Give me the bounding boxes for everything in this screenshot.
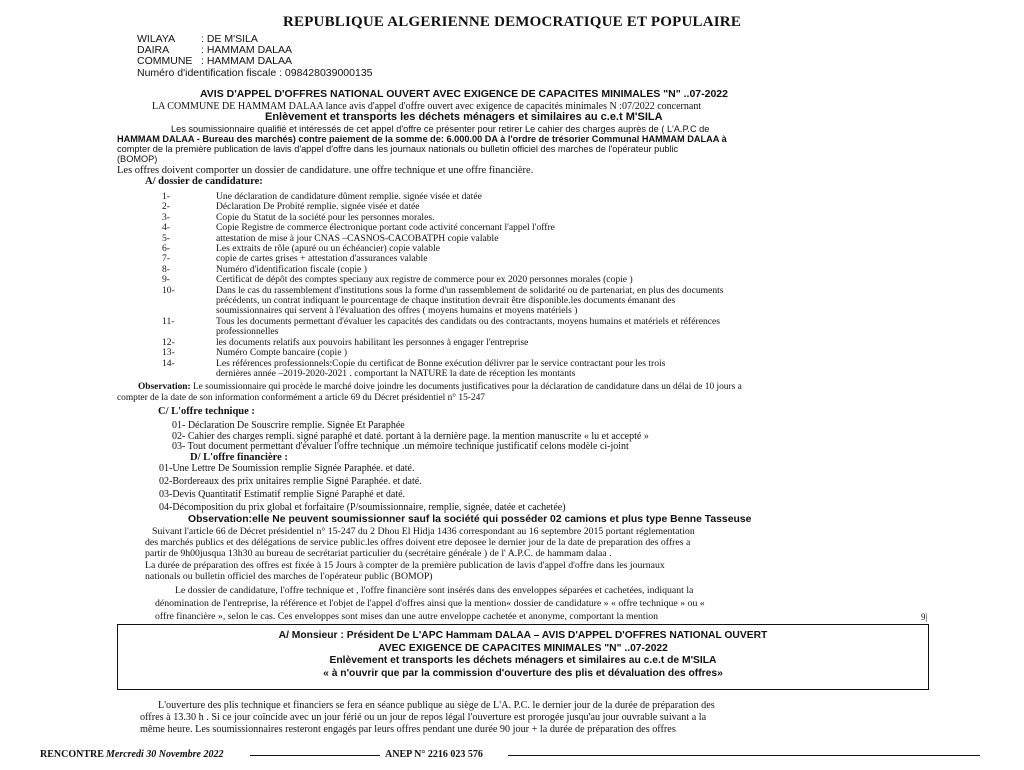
offers-line: Les offres doivent comporter un dossier de candidature. une offre technique et une offre financière. <box>117 165 534 176</box>
dossier-item <box>162 359 932 380</box>
notice-subject: Enlèvement et transports les déchets ménagers et similaires au c.e.t M'SILA <box>265 111 663 123</box>
margin-mark: 9| <box>921 612 928 622</box>
article-line1: Suivant l'article 66 de Décret présidentiel n° 15-247 du 2 Dhou El Hidja 1436 correspondant au 16 septembre 2015 portant réglementation <box>152 526 695 537</box>
dossier-item-text <box>216 317 932 338</box>
box-line4: « à n'ouvrir que par la commission d'ouverture des plis et dévaluation des offres» <box>323 667 723 679</box>
financiere-item: 04-Décomposition du prix global et forfaitaire (P/soumissionnaire, remplie, signée, datée et cachetée) <box>159 502 566 513</box>
dossier-item-line: soumissionnaires qui servent à l'évaluation des offres ( moyens humains et moyens matériels ) <box>216 305 578 317</box>
dossier-item-line: Numéro Compte bancaire (copie ) <box>216 347 348 359</box>
dossier-item <box>162 348 932 358</box>
dossier-item-line: Copie Registre de commerce électronique portant code activité concernant l'appel l'offre <box>216 222 555 234</box>
dossier-item-number: 11- <box>162 315 175 327</box>
dossier-item-line: copie de cartes grises + attestation d'assurances valable <box>216 253 428 265</box>
dossier-item-number: 8- <box>162 263 170 275</box>
article-line7: dénomination de l'entreprise, la référence et l'objet de l'appel d'offres ainsi que la mention« dossier de candidature » « offre technique » ou « <box>155 598 705 609</box>
article-line8: offre financière », selon le cas. Ces enveloppes sont mises dan une autre enveloppe cachetée et anonyme, comportant la mention <box>155 611 659 622</box>
dossier-item-number: 13- <box>162 347 175 359</box>
para1-line4: (BOMOP) <box>117 154 158 164</box>
dossier-item-line: précédents, un contrat indiquant le pourcentage de chaque institution devrait être disponible.les documents émanant des <box>216 295 676 307</box>
notice-intro: LA COMMUNE DE HAMMAM DALAA lance avis d'appel d'offre ouvert avec exigence de capacités minimales N :07/2022 concernant <box>152 101 702 112</box>
envelope-mention-box <box>117 624 929 690</box>
daira-label: DAIRA <box>137 44 170 56</box>
dossier-title: A/ dossier de candidature: <box>145 176 263 187</box>
dossier-item-number: 9- <box>162 274 170 286</box>
dossier-item-number: 6- <box>162 243 170 255</box>
article-line6: Le dossier de candidature, l'offre technique et , l'offre financière sont insérés dans des enveloppes séparées et cachetées, indiquant la <box>175 585 694 596</box>
dossier-item-line: Numéro d'identification fiscale (copie ) <box>216 263 367 275</box>
dossier-item-text <box>216 286 932 317</box>
dossier-item-number: 12- <box>162 336 175 348</box>
financiere-item: 02-Bordereaux des prix unitaires remplie Signé Paraphée. et daté. <box>159 476 422 487</box>
closing-line1: L'ouverture des plis technique et financiers se fera en séance publique au siège de L'A. P.C. le dernier jour de la durée de préparation des <box>158 700 715 711</box>
dossier-item-number: 10- <box>162 284 175 296</box>
dossier-item-line: dernières année –2019-2020-2021 . comportant la NATURE la date de réception les montants <box>216 367 576 379</box>
commune-value: : HAMMAM DALAA <box>201 55 293 67</box>
dossier-item-line: Dans le cas du rassemblement d'institutions sous la forme d'un rassemblement de solidarité ou de partenariat, en plus des documents <box>216 284 724 296</box>
technique-item: 03- Tout document permettant d'évaluer l'offre technique .un mémoire technique justificatif celons modèle ci-joint <box>172 441 629 452</box>
dossier-item-number: 14- <box>162 357 175 369</box>
footer <box>40 748 980 762</box>
observation1-label: Observation: <box>138 382 191 392</box>
wilaya-label: WILAYA <box>137 33 176 45</box>
observation1-text: Le soumissionnaire qui procède le marché doive joindre les documents justificatives pour la déclaration de candidature dans un délai de 10 jours a <box>190 382 742 392</box>
wilaya-value: : DE M'SILA <box>201 33 258 45</box>
dossier-item-number: 3- <box>162 211 170 223</box>
dossier-item-line: Copie du Statut de la société pour les personnes morales. <box>216 211 435 223</box>
observation1-line2: compter de la date de son information conformément a article 69 du Décret présidentiel n° 15-247 <box>117 393 485 403</box>
dossier-item-line: Certificat de dépôt des comptes speciauy aux registre de commerce pour ex 2020 personnes morales (copie ) <box>216 274 633 286</box>
publication-date: Mercredi 30 Novembre 2022 <box>106 749 224 760</box>
dossier-item-text <box>216 359 932 380</box>
financiere-item: 01-Une Lettre De Soumission remplie Signée Paraphée. et daté. <box>159 463 415 474</box>
dossier-item-line: Les références professionnels:Copie du certificat de Bonne exécution délivrer par le service contractant pour les trois <box>216 357 666 369</box>
technique-item: 02- Cahier des charges rempli. signé paraphé et daté. portant à la dernière page. la mention manuscrite « lu et accepté » <box>172 431 649 442</box>
dossier-item-line: professionnelles <box>216 326 279 338</box>
box-line2: AVEC EXIGENCE DE CAPACITES MINIMALES "N" ..07-2022 <box>378 642 668 654</box>
newspaper-name: RENCONTRE <box>40 749 104 760</box>
closing-line3: même heure. Les soumissionnaires resteront engagés par leurs offres pendant une durée 90 jour + la durée de préparation des offres <box>140 724 676 735</box>
observation1-line1 <box>138 382 742 393</box>
dossier-item-line: attestation de mise à jour CNAS –CASNOS-CACOBATPH copie valable <box>216 232 499 244</box>
technique-item: 01- Déclaration De Souscrire remplie. Signée Et Paraphée <box>172 420 405 431</box>
commune-label: COMMUNE <box>137 55 193 67</box>
dossier-item <box>162 317 932 338</box>
article-line3: partir de 9h00jusqua 13h30 au bureau de secrétariat particulier du (secrétaire générale ) de l' A.P.C. de hammam dalaa . <box>145 548 612 559</box>
dossier-item-number: 5- <box>162 232 170 244</box>
financiere-item: 03-Devis Quantitatif Estimatif remplie Signé Paraphé et daté. <box>159 489 406 500</box>
box-line3: Enlèvement et transports les déchets ménagers et similaires au c.e.t de M'SILA <box>329 655 717 666</box>
dossier-item-number: 2- <box>162 201 170 213</box>
dossier-item-number: 1- <box>162 191 170 202</box>
dossier-item-number: 7- <box>162 253 170 265</box>
para1-line3: compter de la première publication de lavis d'appel d'offre dans les journaux nationals ou bulletin officiel des marches de l'opérateur public <box>117 144 679 154</box>
dossier-item-line: Une déclaration de candidature dûment remplie. signée visée et datée <box>216 191 482 202</box>
dossier-item-line: les documents relatifs aux pouvoirs habilitant les personnes à engager l'entreprise <box>216 336 529 348</box>
para1-line1: Les soumissionnaire qualifié et intéressés de cet appel d'offre ce présenter pour retirer Le cahier des charges auprès de ( L'A.P.C de <box>171 124 710 134</box>
para1-line2: HAMMAM DALAA - Bureau des marchés) contre paiement de la somme de: 6.000.00 DA à l'ordre de trésorier Communal HAMMAM DALAA à <box>117 134 727 144</box>
dossier-item-line: Tous les documents permettant d'évaluer les capacités des candidats ou des contractants, moyens humains et matériels et références <box>216 315 721 327</box>
dossier-item-text <box>216 348 932 358</box>
article-line4: La durée de préparation des offres est fixée à 15 Jours à compter de la première publication de lavis d'appel d'offre dans les journaux <box>145 560 665 571</box>
commune-line <box>137 55 292 67</box>
notice-heading: AVIS D'APPEL D'OFFRES NATIONAL OUVERT AVEC EXIGENCE DE CAPACITES MINIMALES "N" ..07-2022 <box>200 88 728 100</box>
article-line5: nationals ou bulletin officiel des marches de l'opérateur public (BOMOP) <box>145 571 433 582</box>
dossier-item-number: 4- <box>162 222 170 234</box>
dossier-item-line: Les extraits de rôle (apuré ou un échéancier) copie valable <box>216 243 441 255</box>
box-line1: A/ Monsieur : Président De L'APC Hammam DALAA – AVIS D'APPEL D'OFFRES NATIONAL OUVERT <box>278 630 768 641</box>
footer-rule-right <box>508 755 980 756</box>
footer-rule-left <box>250 755 380 756</box>
fiscal-id: Numéro d'identification fiscale : 098428039000135 <box>137 67 373 79</box>
technique-title: C/ L'offre technique : <box>158 406 255 417</box>
article-line2: des marchés publics et des délégations de service public.les offres doivent etre deposee le dernier jour de la date de preparation des offres a <box>145 537 691 548</box>
anep-number: ANEP N° 2216 023 576 <box>385 749 483 760</box>
financiere-title: D/ L'offre financière : <box>190 452 288 463</box>
republic-title: REPUBLIQUE ALGERIENNE DEMOCRATIQUE ET POPULAIRE <box>282 14 742 30</box>
dossier-item <box>162 286 932 317</box>
observation2: Observation:elle Ne peuvent soumissionner sauf la société qui posséder 02 camions et plus type Benne Tasseuse <box>188 514 752 525</box>
dossier-item-line: Déclaration De Probité remplie. signée visée et datée <box>216 201 420 213</box>
closing-line2: offres à 13.30 h . Si ce jour coïncide avec un jour férié ou un jour de repos légal l'ouverture est prorogée jusqu'au jour ouvrable suivant a la <box>140 712 707 723</box>
dossier-list <box>162 192 932 379</box>
daira-value: : HAMMAM DALAA <box>201 44 293 56</box>
